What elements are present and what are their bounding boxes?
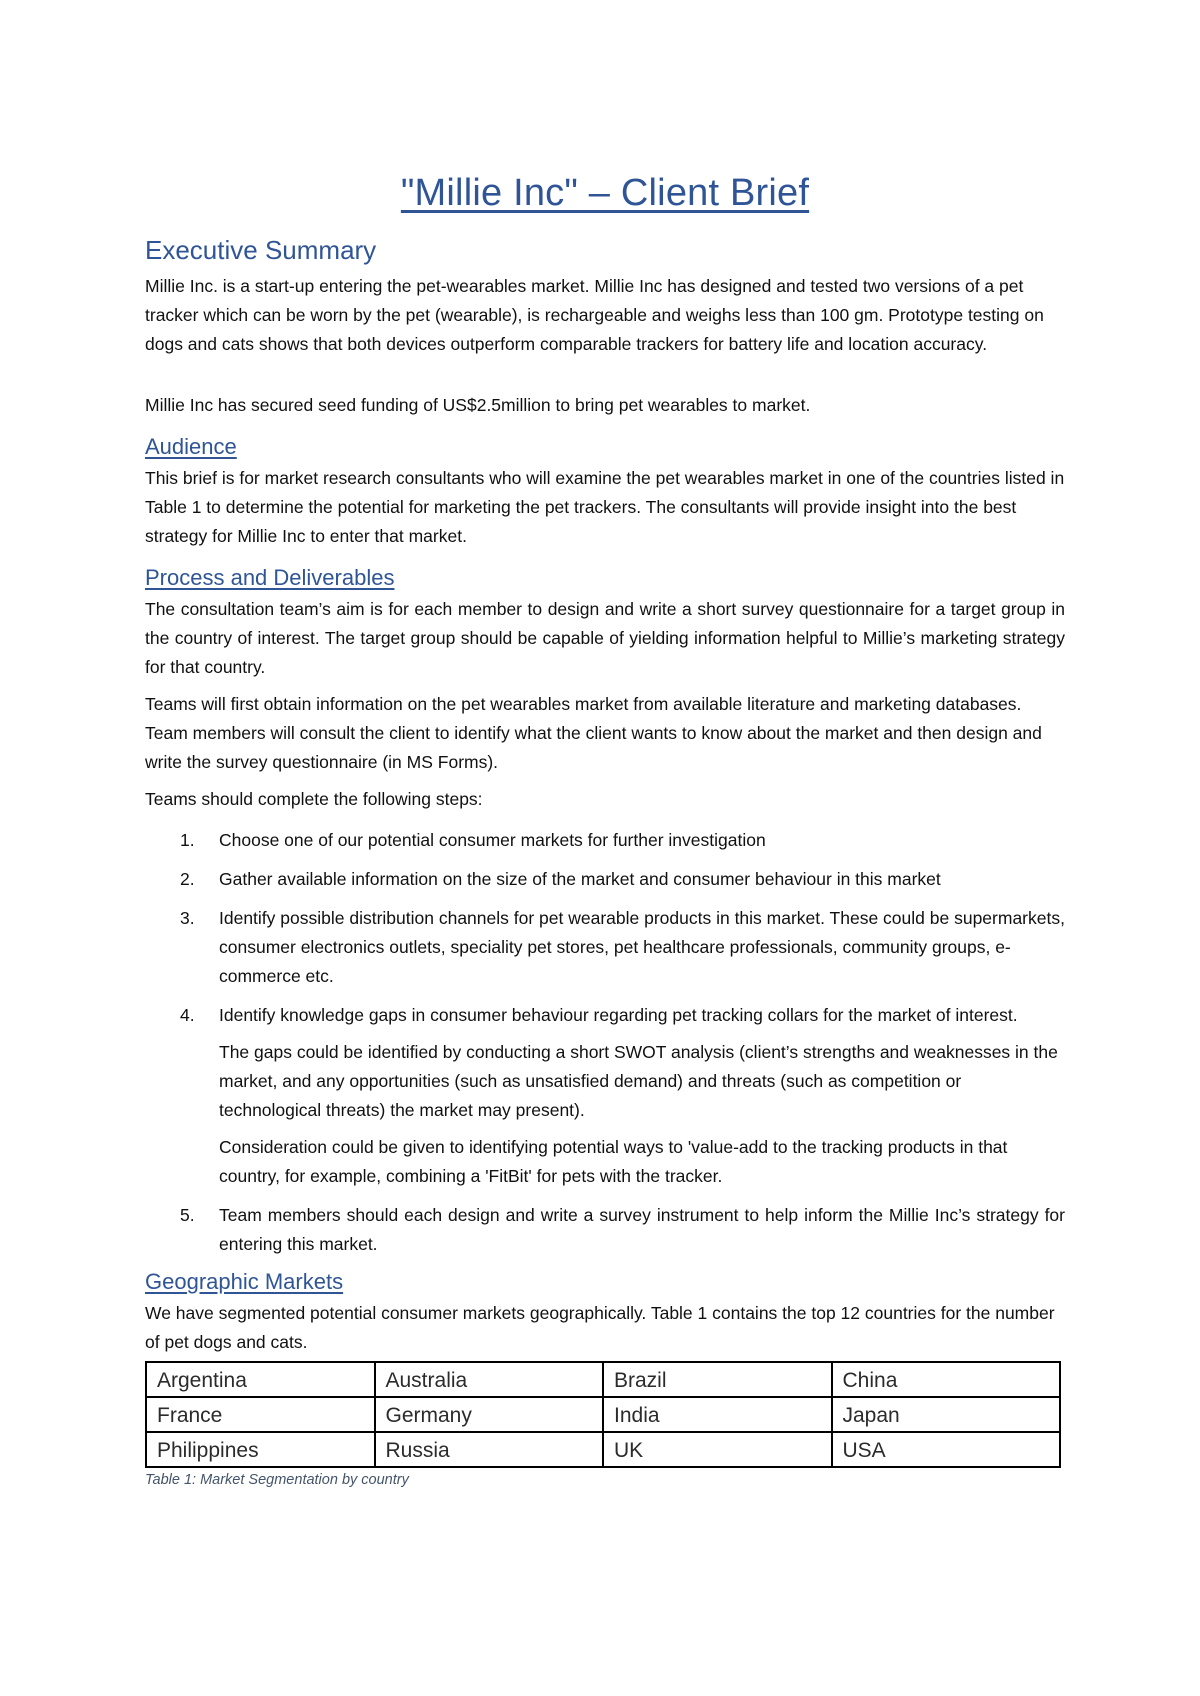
geographic-heading: Geographic Markets: [145, 1269, 344, 1294]
table-cell: Argentina: [146, 1362, 375, 1397]
table-cell: Brazil: [603, 1362, 832, 1397]
table-cell: USA: [832, 1432, 1061, 1467]
step-item: [145, 865, 1065, 894]
process-heading: Process and Deliverables: [145, 565, 395, 590]
step-subparagraph-swot: The gaps could be identified by conducting a short SWOT analysis (client’s strengths and weaknesses in the market, and any opportunities (such as unsatisfied demand) and threats (such as competition or technological threats) the market may present).: [219, 1042, 1058, 1120]
step-subparagraph-value-add: Consideration could be given to identifying potential ways to 'value-add to the tracking products in that country, for example, combining a 'FitBit' for pets with the tracker.: [219, 1137, 1008, 1186]
table-cell: Australia: [375, 1362, 604, 1397]
audience-paragraph: This brief is for market research consultants who will examine the pet wearables market in one of the countries listed in Table 1 to determine the potential for marketing the pet trackers. The consultants will provide insight into the best strategy for Millie Inc to enter that market.: [145, 468, 1065, 546]
executive-summary-heading: Executive Summary: [145, 235, 377, 265]
table-row: [146, 1397, 1060, 1432]
table-cell: France: [146, 1397, 375, 1432]
markets-table: [145, 1361, 1061, 1468]
audience-heading: Audience: [145, 434, 237, 459]
document-body: [145, 172, 1065, 1488]
document-title: "Millie Inc" – Client Brief: [400, 172, 810, 214]
table-row: [146, 1362, 1060, 1397]
table-cell: China: [832, 1362, 1061, 1397]
table-cell: Russia: [375, 1432, 604, 1467]
table-row: [146, 1432, 1060, 1467]
step-number: 2.: [180, 869, 195, 889]
step-item: [145, 826, 1065, 855]
process-paragraph-info: Teams will first obtain information on the pet wearables market from available literature and marketing databases. Team members will consult the client to identify what the client wants to know about the market and then design and write the survey questionnaire (in MS Forms).: [145, 694, 1042, 772]
steps-list: [145, 826, 1065, 1259]
table-cell: UK: [603, 1432, 832, 1467]
table-cell: Japan: [832, 1397, 1061, 1432]
step-text: Choose one of our potential consumer markets for further investigation: [219, 830, 766, 850]
table-caption: Table 1: Market Segmentation by country: [145, 1472, 409, 1488]
step-number: 4.: [180, 1005, 195, 1025]
step-item: [145, 1001, 1065, 1191]
geographic-paragraph: We have segmented potential consumer markets geographically. Table 1 contains the top 12 countries for the number of pet dogs and cats.: [145, 1303, 1055, 1352]
table-cell: Philippines: [146, 1432, 375, 1467]
funding-paragraph: Millie Inc has secured seed funding of US$2.5million to bring pet wearables to market.: [145, 395, 811, 415]
step-number: 5.: [180, 1205, 195, 1225]
table-cell: Germany: [375, 1397, 604, 1432]
step-number: 1.: [180, 830, 195, 850]
step-number: 3.: [180, 908, 195, 928]
step-text: Team members should each design and write a survey instrument to help inform the Millie Inc’s strategy for entering this market.: [219, 1205, 1065, 1254]
step-text: Identify possible distribution channels for pet wearable products in this market. These could be supermarkets, consumer electronics outlets, speciality pet stores, pet healthcare professionals, community groups, e-commerce etc.: [219, 908, 1065, 986]
table-cell: India: [603, 1397, 832, 1432]
step-item: [145, 904, 1065, 991]
process-paragraph-aim: The consultation team’s aim is for each member to design and write a short survey questionnaire for a target group in the country of interest. The target group should be capable of yielding information helpful to Millie’s marketing strategy for that country.: [145, 599, 1065, 677]
step-text: Gather available information on the size of the market and consumer behaviour in this market: [219, 869, 941, 889]
executive-summary-paragraph: Millie Inc. is a start-up entering the pet-wearables market. Millie Inc has designed and tested two versions of a pet tracker which can be worn by the pet (wearable), is rechargeable and weighs less than 100 gm. Prototype testing on dogs and cats shows that both devices outperform comparable trackers for battery life and location accuracy.: [145, 276, 1044, 354]
process-paragraph-steps-intro: Teams should complete the following steps:: [145, 789, 483, 809]
step-item: [145, 1201, 1065, 1259]
step-text: Identify knowledge gaps in consumer behaviour regarding pet tracking collars for the market of interest.: [219, 1005, 1018, 1025]
